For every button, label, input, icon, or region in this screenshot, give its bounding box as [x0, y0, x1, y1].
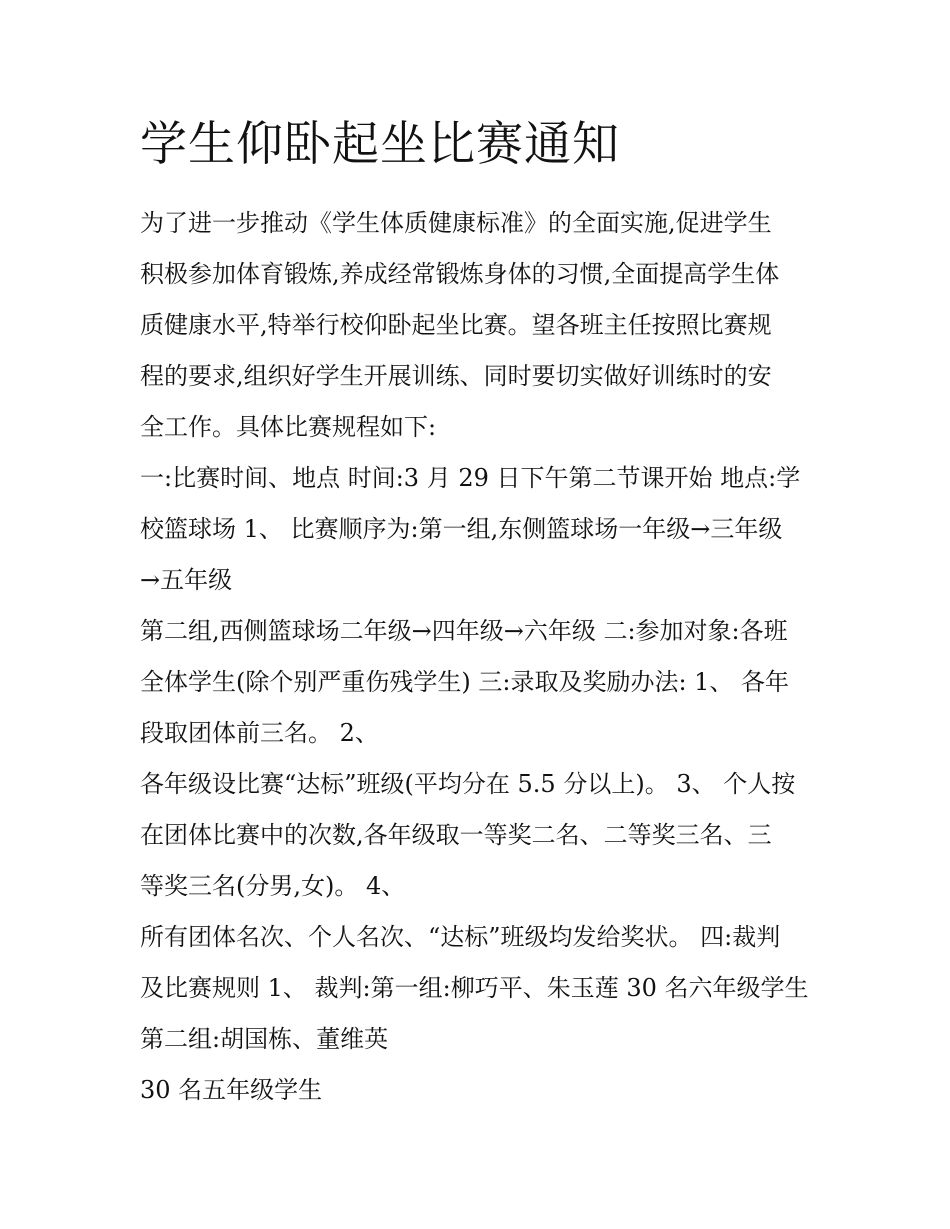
body-line: 校篮球场 1、 比赛顺序为:第一组,东侧篮球场一年级→三年级	[140, 515, 783, 543]
body-line: 为了进一步推动《学生体质健康标准》的全面实施,促进学生	[140, 209, 772, 237]
document-body	[140, 198, 830, 1116]
body-line: 程的要求,组织好学生开展训练、同时要切实做好训练时的安	[140, 362, 772, 390]
body-line: 各年级设比赛“达标”班级(平均分在 5.5 分以上)。 3、 个人按	[140, 770, 796, 798]
document-title: 学生仰卧起坐比赛通知	[140, 117, 620, 172]
body-line: 全体学生(除个别严重伤残学生) 三:录取及奖励办法: 1、 各年	[140, 668, 790, 696]
body-line: 30 名五年级学生	[140, 1076, 323, 1104]
body-line: 段取团体前三名。 2、	[140, 719, 379, 747]
body-line: 在团体比赛中的次数,各年级取一等奖二名、二等奖三名、三	[140, 821, 772, 849]
body-line: 积极参加体育锻炼,养成经常锻炼身体的习惯,全面提高学生体	[140, 260, 780, 288]
body-line: 第二组,西侧篮球场二年级→四年级→六年级 二:参加对象:各班	[140, 617, 788, 645]
body-line: 所有团体名次、个人名次、“达标”班级均发给奖状。 四:裁判	[140, 923, 781, 951]
body-line: 质健康水平,特举行校仰卧起坐比赛。望各班主任按照比赛规	[140, 311, 772, 339]
body-line: 全工作。具体比赛规程如下:	[140, 413, 437, 441]
body-line: 一:比赛时间、地点 时间:3 月 29 日下午第二节课开始 地点:学	[140, 464, 801, 492]
body-line: 及比赛规则 1、 裁判:第一组:柳巧平、朱玉莲 30 名六年级学生	[140, 974, 809, 1002]
body-line: →五年级	[140, 566, 233, 594]
body-line: 第二组:胡国栋、董维英	[140, 1025, 389, 1053]
body-line: 等奖三名(分男,女)。 4、	[140, 872, 406, 900]
